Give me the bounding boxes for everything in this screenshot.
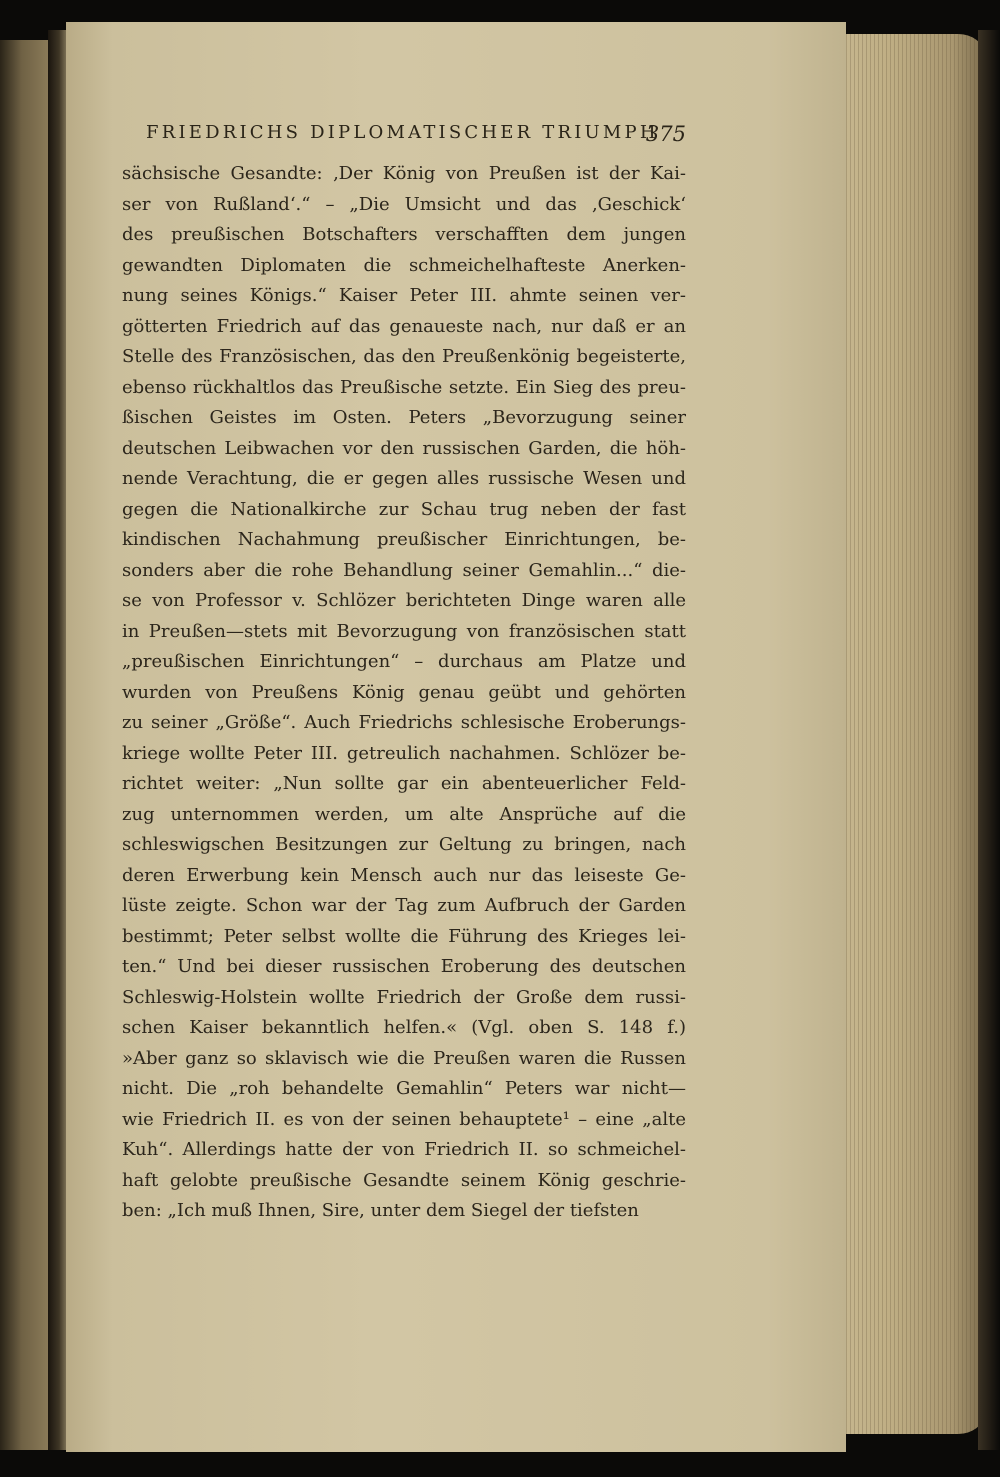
text-line: ben: „Ich muß Ihnen, Sire, unter dem Siegel der tiefsten [122,1200,639,1221]
text-line: wurden von Preußens König genau geübt und gehörten [122,681,686,703]
text-line: se von Professor v. Schlözer berichteten Dinge waren alle [122,590,686,611]
page-header [146,122,686,152]
text-line: »Aber ganz so sklavisch wie die Preußen waren die Russen [122,1047,686,1069]
text-line: ßischen Geistes im Osten. Peters „Bevorzugung seiner [122,407,686,428]
text-line: zu seiner „Größe“. Auch Friedrichs schlesische Eroberungs- [122,712,686,733]
text-line: in Preußen—stets mit Bevorzugung von französischen statt [122,620,686,642]
text-line: gewandten Diplomaten die schmeichelhafteste Anerken- [122,254,686,276]
text-line: „preußischen Einrichtungen“ – durchaus am Platze und [122,651,686,672]
text-line: schen Kaiser bekanntlich helfen.« (Vgl. oben S. 148 f.) [122,1017,686,1038]
text-line: des preußischen Botschafters verschafften dem jungen [122,224,686,245]
left-page-edge [0,40,48,1450]
text-line: nicht. Die „roh behandelte Gemahlin“ Peters war nicht— [122,1078,686,1099]
text-line: nung seines Königs.“ Kaiser Peter III. ahmte seinen ver- [122,285,686,306]
text-line: richtet weiter: „Nun sollte gar ein abenteuerlicher Feld- [122,773,686,794]
body-text [122,159,686,1227]
text-line: schleswigschen Besitzungen zur Geltung zu bringen, nach [122,834,686,855]
text-line: Schleswig-Holstein wollte Friedrich der Große dem russi- [122,986,686,1008]
text-line: wie Friedrich II. es von der seinen behauptete¹ – eine „alte [122,1108,686,1130]
text-line: sonders aber die rohe Behandlung seiner Gemahlin...“ die- [122,559,686,581]
text-line: Stelle des Französischen, das den Preußenkönig begeisterte, [122,346,686,367]
book-shadow [978,30,1000,1450]
text-line: ebenso rückhaltlos das Preußische setzte. Ein Sieg des preu- [122,376,686,398]
text-line: haft gelobte preußische Gesandte seinem König geschrie- [122,1169,686,1191]
text-line: ten.“ Und bei dieser russischen Eroberung des deutschen [122,956,686,977]
text-line: nende Verachtung, die er gegen alles russische Wesen und [122,468,686,489]
text-line: kindischen Nachahmung preußischer Einrichtungen, be- [122,529,686,550]
running-title: FRIEDRICHS DIPLOMATISCHER TRIUMPH [146,122,659,143]
text-line: ser von Rußland‘.“ – „Die Umsicht und das ‚Geschick‘ [122,193,686,215]
text-line: lüste zeigte. Schon war der Tag zum Aufbruch der Garden [122,895,686,916]
text-line: deren Erwerbung kein Mensch auch nur das leiseste Ge- [122,864,686,886]
text-line: bestimmt; Peter selbst wollte die Führung des Krieges lei- [122,925,686,947]
text-line: zug unternommen werden, um alte Ansprüche auf die [122,803,686,825]
page-edges [826,34,984,1434]
text-line: Kuh“. Allerdings hatte der von Friedrich II. so schmeichel- [122,1139,686,1160]
text-line: götterten Friedrich auf das genaueste nach, nur daß er an [122,315,686,337]
text-line: gegen die Nationalkirche zur Schau trug neben der fast [122,498,686,520]
text-line: kriege wollte Peter III. getreulich nachahmen. Schlözer be- [122,742,686,764]
text-line: sächsische Gesandte: ‚Der König von Preußen ist der Kai- [122,163,686,184]
page-number: 375 [645,122,686,146]
text-line: deutschen Leibwachen vor den russischen Garden, die höh- [122,437,686,459]
